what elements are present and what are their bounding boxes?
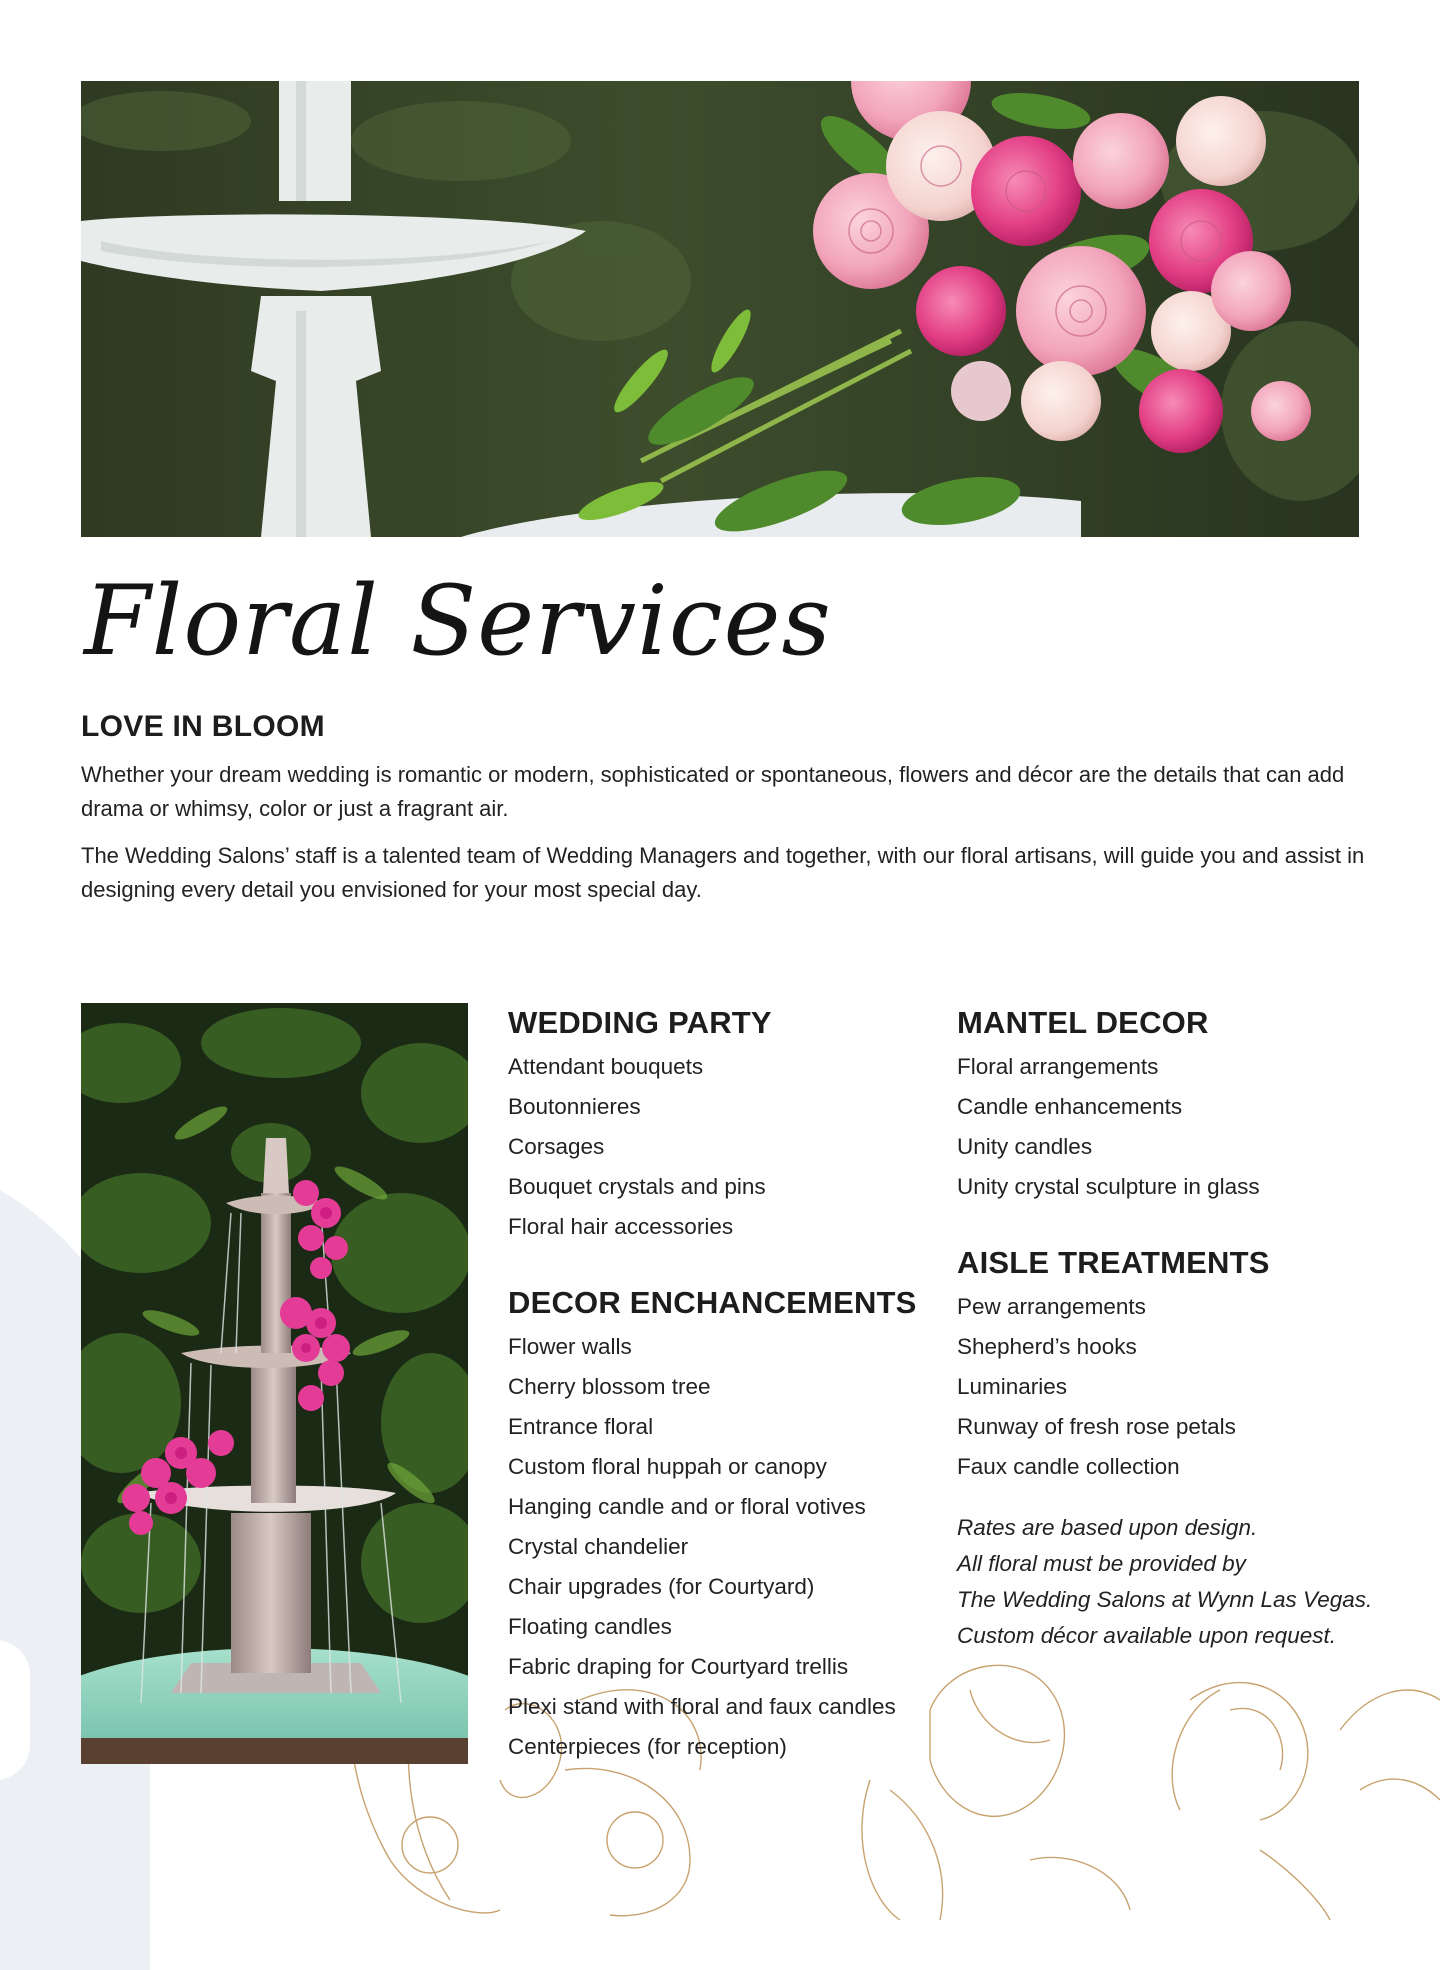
section-heading: MANTEL DECOR — [957, 1005, 1209, 1040]
list-item: Shepherd’s hooks — [957, 1334, 1137, 1359]
intro-text — [81, 758, 1371, 920]
hero-photo-fountain-bouquet — [81, 81, 1359, 537]
list-item: Bouquet crystals and pins — [508, 1174, 766, 1199]
list-item: Floral arrangements — [957, 1054, 1159, 1079]
aisle-treatments-section — [957, 1243, 1270, 1487]
list-item: Floating candles — [508, 1614, 672, 1639]
page-title: Floral Services — [84, 565, 832, 677]
list-item: Boutonnieres — [508, 1094, 641, 1119]
list-item: Chair upgrades (for Courtyard) — [508, 1574, 815, 1599]
list-item: Crystal chandelier — [508, 1534, 689, 1559]
section-heading: DECOR ENCHANCEMENTS — [508, 1285, 917, 1320]
rates-note — [957, 1510, 1372, 1654]
section-heading: WEDDING PARTY — [508, 1005, 772, 1040]
list-item: Hanging candle and or floral votives — [508, 1494, 866, 1519]
wedding-party-section — [508, 1003, 772, 1247]
section-subtitle: LOVE IN BLOOM — [81, 710, 325, 743]
list-item: Cherry blossom tree — [508, 1374, 711, 1399]
list-item: Flower walls — [508, 1334, 632, 1359]
decor-enhancements-section — [508, 1283, 917, 1767]
list-item: Plexi stand with floral and faux candles — [508, 1694, 896, 1719]
item-list — [508, 1047, 772, 1247]
list-item: Faux candle collection — [957, 1454, 1180, 1479]
background-notch — [0, 1640, 30, 1780]
list-item: Unity candles — [957, 1134, 1093, 1159]
note-line: All floral must be provided by — [957, 1551, 1246, 1576]
note-line: Custom décor available upon request. — [957, 1623, 1336, 1648]
section-heading: AISLE TREATMENTS — [957, 1245, 1270, 1280]
item-list — [957, 1287, 1270, 1487]
list-item: Unity crystal sculpture in glass — [957, 1174, 1260, 1199]
list-item: Pew arrangements — [957, 1294, 1146, 1319]
list-item: Fabric draping for Courtyard trellis — [508, 1654, 849, 1679]
item-list — [957, 1047, 1260, 1207]
intro-paragraph: The Wedding Salons’ staff is a talented team of Wedding Managers and together, with our floral artisans, will guide you and assist in designing every detail you envisioned for your most special day. — [81, 843, 1365, 902]
list-item: Custom floral huppah or canopy — [508, 1454, 827, 1479]
note-line: Rates are based upon design. — [957, 1515, 1258, 1540]
mantel-decor-section — [957, 1003, 1260, 1207]
list-item: Entrance floral — [508, 1414, 654, 1439]
list-item: Floral hair accessories — [508, 1214, 734, 1239]
note-line: The Wedding Salons at Wynn Las Vegas. — [957, 1587, 1373, 1612]
list-item: Attendant bouquets — [508, 1054, 704, 1079]
list-item: Runway of fresh rose petals — [957, 1414, 1236, 1439]
fountain-orchid-photo — [81, 1003, 468, 1764]
intro-paragraph: Whether your dream wedding is romantic or modern, sophisticated or spontaneous, flowers and décor are the details that can add drama or whimsy, color or just a fragrant air. — [81, 762, 1345, 821]
list-item: Corsages — [508, 1134, 605, 1159]
list-item: Candle enhancements — [957, 1094, 1183, 1119]
list-item: Centerpieces (for reception) — [508, 1734, 787, 1759]
list-item: Luminaries — [957, 1374, 1068, 1399]
item-list — [508, 1327, 917, 1767]
